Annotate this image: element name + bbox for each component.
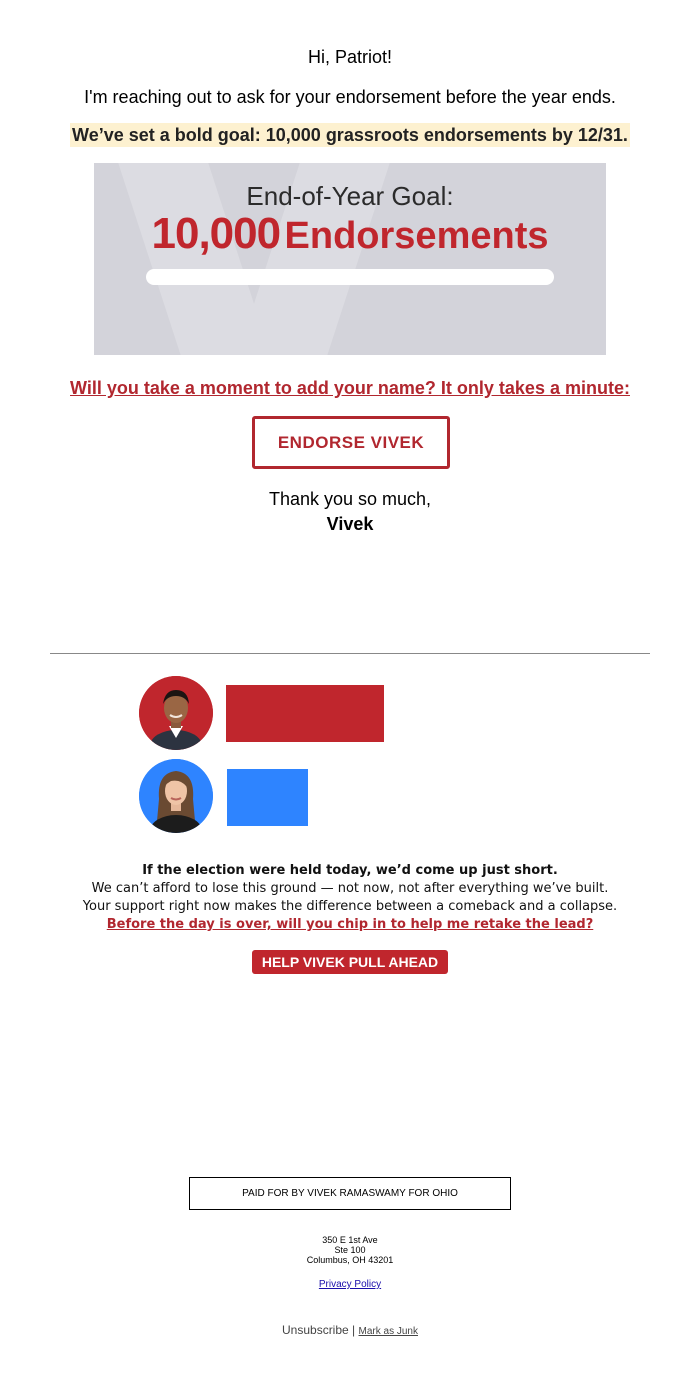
candidate-avatar-red (139, 676, 213, 750)
banner-goal-number: 10,000 (151, 209, 281, 258)
poll-line-2: Your support right now makes the difference between a comeback and a collapse. (82, 899, 618, 914)
signature: Vivek (326, 514, 374, 534)
mark-as-junk-link[interactable]: Mark as Junk (358, 1326, 418, 1337)
person-icon (139, 676, 213, 750)
greeting: Hi, Patriot! (307, 47, 393, 67)
banner-goal (94, 209, 606, 259)
mailing-address (0, 1235, 700, 1265)
poll-line-1: We can’t afford to lose this ground — not now, not after everything we’ve built. (91, 881, 609, 896)
poll-bar-red (226, 685, 384, 742)
address-line-1: 350 E 1st Ave (322, 1235, 378, 1245)
candidate-avatar-blue (139, 759, 213, 833)
unsubscribe-row (0, 1323, 700, 1337)
footer-separator: | (352, 1323, 356, 1337)
unsubscribe-link[interactable]: Unsubscribe (282, 1323, 349, 1337)
endorse-cta-link[interactable]: Will you take a moment to add your name? It only takes a minute: (70, 378, 630, 398)
person-icon (139, 759, 213, 833)
poll-headline: If the election were held today, we’d come up just short. (142, 863, 558, 878)
address-line-3: Columbus, OH 43201 (306, 1255, 394, 1265)
banner-title: End-of-Year Goal: (246, 181, 454, 211)
poll-bar-blue (227, 769, 308, 826)
endorse-button[interactable]: ENDORSE VIVEK (252, 416, 450, 469)
thanks-text: Thank you so much, (268, 489, 432, 509)
goal-banner-image[interactable] (94, 163, 606, 355)
banner-goal-word: Endorsements (284, 215, 549, 257)
poll-message (0, 862, 700, 934)
paid-for-disclaimer: PAID FOR BY VIVEK RAMASWAMY FOR OHIO (189, 1177, 511, 1210)
banner-progress-bar (146, 269, 554, 285)
intro-text: I'm reaching out to ask for your endorsement before the year ends. (84, 87, 616, 107)
section-divider (50, 653, 650, 654)
address-line-2: Ste 100 (334, 1245, 366, 1255)
donate-cta-link[interactable]: Before the day is over, will you chip in to help me retake the lead? (106, 917, 594, 932)
goal-highlight (0, 125, 700, 146)
privacy-policy-row (0, 1279, 700, 1290)
goal-highlight-text: We’ve set a bold goal: 10,000 grassroots endorsements by 12/31. (72, 125, 628, 145)
help-vivek-button[interactable]: HELP VIVEK PULL AHEAD (252, 950, 448, 974)
privacy-policy-link[interactable]: Privacy Policy (318, 1279, 382, 1290)
